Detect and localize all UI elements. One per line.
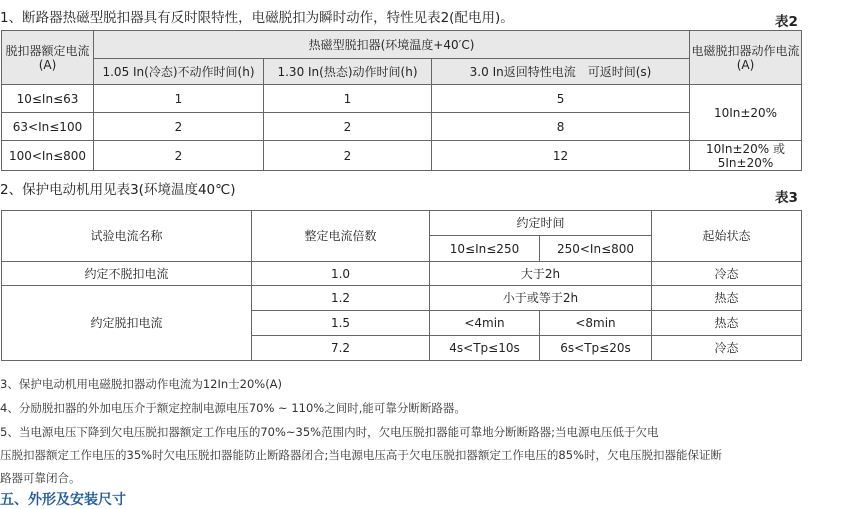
header-multiple: 整定电流倍数 bbox=[252, 211, 430, 262]
cell-time-a: 4s<Tp≤10s bbox=[430, 336, 540, 361]
header-sub-b: 250<In≤800 bbox=[540, 236, 652, 262]
cell-rated: 10≤In≤63 bbox=[2, 85, 94, 113]
cell-t3: 5 bbox=[432, 85, 690, 113]
table3-label: 表3 bbox=[775, 190, 798, 206]
cell-time-b: 6s<Tp≤20s bbox=[540, 336, 652, 361]
cell-t1: 1 bbox=[94, 85, 264, 113]
cell-state: 冷态 bbox=[652, 336, 802, 361]
cell-t3: 8 bbox=[432, 113, 690, 141]
cell-state: 冷态 bbox=[652, 262, 802, 286]
cell-state: 热态 bbox=[652, 286, 802, 311]
header-thermal: 热磁型脱扣器(环境温度+40′C) bbox=[94, 31, 690, 59]
cell-t2: 2 bbox=[264, 113, 432, 141]
heading-section-2: 2、保护电动机用见表3(环境温度40℃) bbox=[0, 182, 236, 198]
note-4: 4、分励脱扣器的外加电压介于额定控制电源电压70% ~ 110%之间时,能可靠分断断路器。 bbox=[0, 401, 466, 415]
header-sub-a: 10≤In≤250 bbox=[430, 236, 540, 262]
cell-name: 约定不脱扣电流 bbox=[2, 262, 252, 286]
cell-state: 热态 bbox=[652, 311, 802, 336]
heading-section-1: 1、断路器热磁型脱扣器具有反时限特性，电磁脱扣为瞬时动作，特性见表2(配电用)。 bbox=[0, 10, 514, 26]
table-row bbox=[2, 262, 802, 286]
header-rated-current: 脱扣器额定电流(A) bbox=[2, 31, 94, 85]
table-3 bbox=[1, 210, 802, 361]
cell-em-2b: 5In±20% bbox=[717, 155, 774, 170]
cell-multiple: 1.5 bbox=[252, 311, 430, 336]
cell-t1: 2 bbox=[94, 141, 264, 171]
header-time: 约定时间 bbox=[430, 211, 652, 236]
cell-em-1: 10In±20% bbox=[690, 85, 802, 141]
cell-multiple: 7.2 bbox=[252, 336, 430, 361]
header-sub-1: 1.05 In(冷态)不动作时间(h) bbox=[94, 59, 264, 85]
header-sub-2: 1.30 In(热态)动作时间(h) bbox=[264, 59, 432, 85]
header-test-current: 试验电流名称 bbox=[2, 211, 252, 262]
cell-t2: 2 bbox=[264, 141, 432, 171]
table2-label: 表2 bbox=[775, 14, 798, 30]
header-initial-state: 起始状态 bbox=[652, 211, 802, 262]
cell-t2: 1 bbox=[264, 85, 432, 113]
cell-em-2 bbox=[690, 141, 802, 171]
cell-rated: 100<In≤800 bbox=[2, 141, 94, 171]
cell-rated: 63<In≤100 bbox=[2, 113, 94, 141]
header-sub-3: 3.0 In返回特性电流 可返时间(s) bbox=[432, 59, 690, 85]
cell-t3: 12 bbox=[432, 141, 690, 171]
cell-time-b: <8min bbox=[540, 311, 652, 336]
table-row bbox=[2, 113, 802, 141]
table-row bbox=[2, 286, 802, 311]
cell-time: 大于2h bbox=[430, 262, 652, 286]
table-2 bbox=[1, 30, 802, 171]
cell-time: 小于或等于2h bbox=[430, 286, 652, 311]
note-3: 3、保护电动机用电磁脱扣器动作电流为12In士20%(A) bbox=[0, 377, 283, 391]
cell-multiple: 1.0 bbox=[252, 262, 430, 286]
cell-t1: 2 bbox=[94, 113, 264, 141]
cell-time-a: <4min bbox=[430, 311, 540, 336]
table-row bbox=[2, 141, 802, 171]
cell-multiple: 1.2 bbox=[252, 286, 430, 311]
header-em-trip: 电磁脱扣器动作电流(A) bbox=[690, 31, 802, 85]
section-title: 五、外形及安装尺寸 bbox=[0, 492, 126, 508]
cell-name-trip: 约定脱扣电流 bbox=[2, 286, 252, 361]
table-row bbox=[2, 85, 802, 113]
note-5-line-3: 路器可靠闭合。 bbox=[0, 471, 81, 485]
note-5-line-1: 5、当电源电压下降到欠电压脱扣器额定工作电压的70%~35%范围内时，欠电压脱扣器能可靠地分断断路器;当电源电压低于欠电 bbox=[0, 425, 659, 439]
cell-em-2a: 10In±20% 或 bbox=[706, 141, 785, 156]
note-5-line-2: 压脱扣器额定工作电压的35%时欠电压脱扣器能防止断路器闭合;当电源电压高于欠电压脱扣器额定工作电压的85%时，欠电压脱扣器能保证断 bbox=[0, 448, 722, 462]
